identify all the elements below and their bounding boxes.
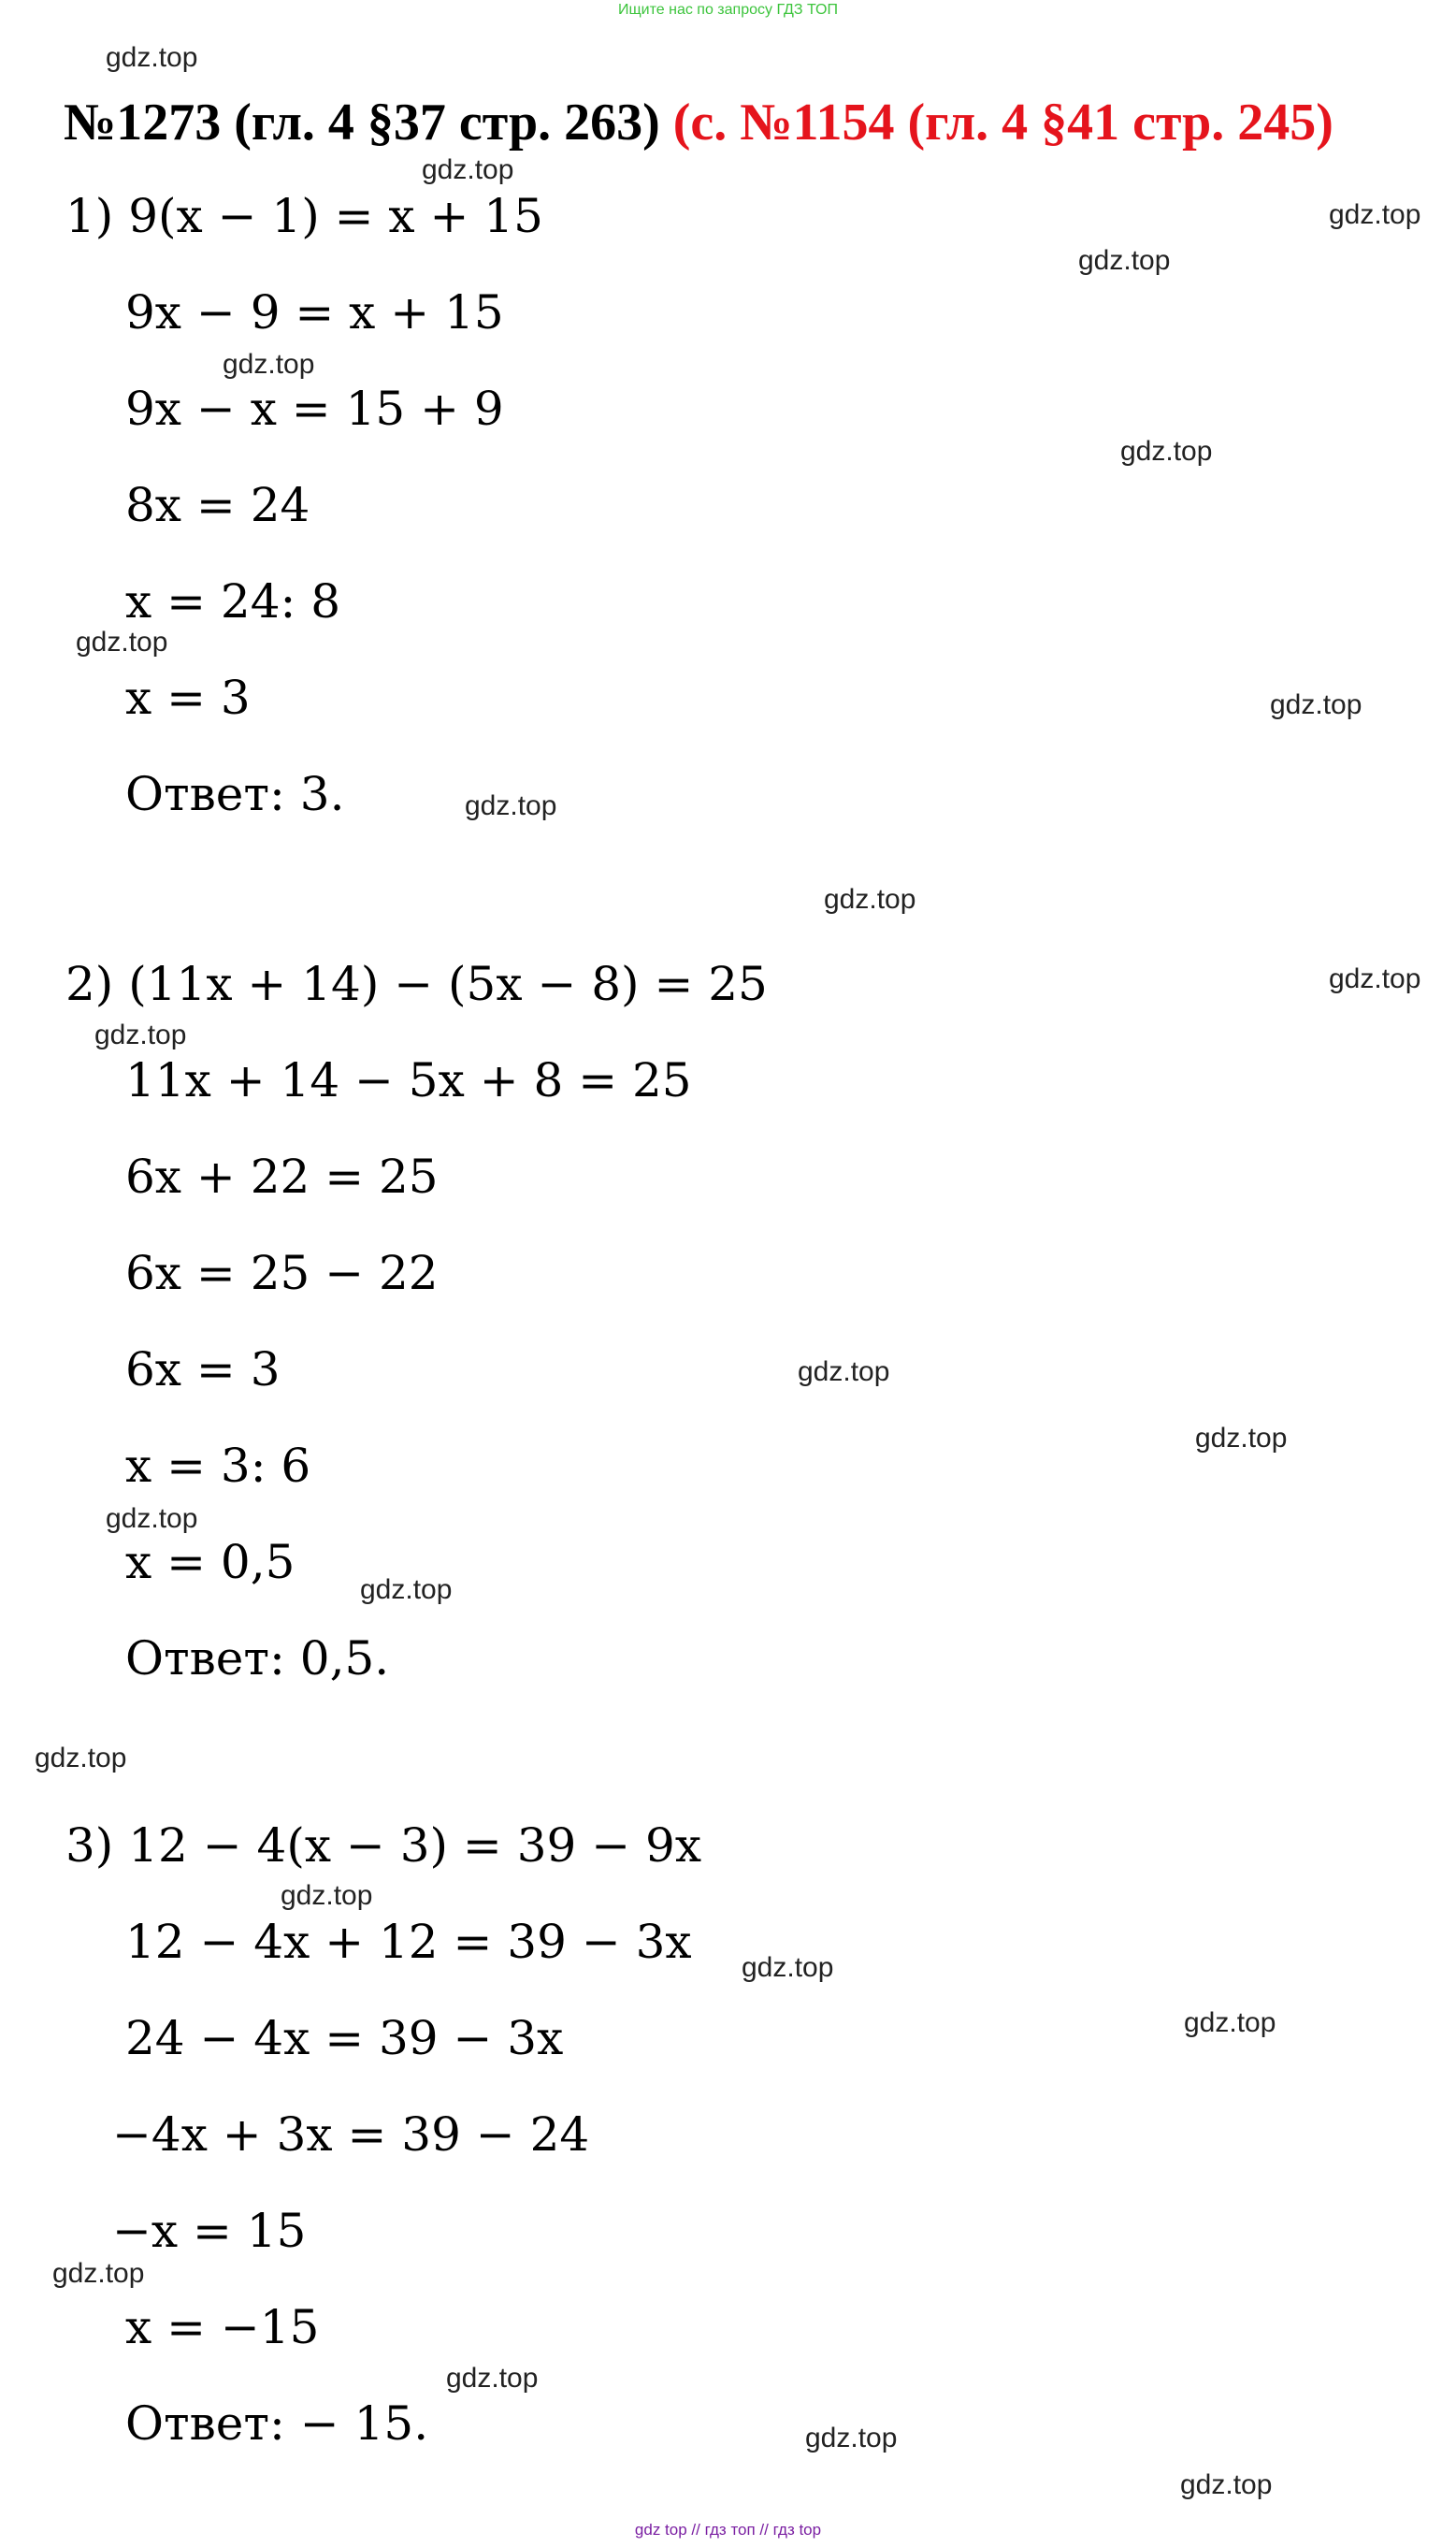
top-banner: Ищите нас по запросу ГДЗ ТОП <box>618 2 838 18</box>
watermark: gdz.top <box>1184 2007 1276 2038</box>
watermark: gdz.top <box>1329 199 1421 230</box>
watermark: gdz.top <box>94 1020 187 1050</box>
problem-3-answer: Ответ: − 15. <box>125 2396 429 2451</box>
problem-3-step: 12 − 4x + 12 = 39 − 3x <box>125 1915 692 1969</box>
watermark: gdz.top <box>1120 436 1213 467</box>
problem-3-step: x = −15 <box>125 2300 320 2354</box>
watermark: gdz.top <box>1270 689 1362 720</box>
watermark: gdz.top <box>52 2258 145 2289</box>
problem-2-step: 11x + 14 − 5x + 8 = 25 <box>125 1053 692 1107</box>
problem-1-step: 9x − x = 15 + 9 <box>125 382 504 436</box>
problem-2-step: x = 0,5 <box>125 1535 296 1589</box>
problem-2-answer: Ответ: 0,5. <box>125 1631 390 1686</box>
page-title <box>64 90 1333 155</box>
watermark: gdz.top <box>76 627 168 658</box>
problem-3-step: −x = 15 <box>112 2204 307 2258</box>
problem-2-step: 6x = 25 − 22 <box>125 1246 439 1300</box>
problem-1-equation: 1) 9(x − 1) = x + 15 <box>65 189 543 243</box>
watermark: gdz.top <box>1180 2469 1273 2500</box>
watermark: gdz.top <box>223 349 315 380</box>
watermark: gdz.top <box>1329 963 1421 994</box>
problem-1-step: x = 24: 8 <box>125 574 341 629</box>
footer-links: gdz top // гдз топ // гдз top <box>634 2521 822 2539</box>
watermark: gdz.top <box>35 1743 127 1773</box>
watermark: gdz.top <box>281 1880 373 1911</box>
watermark: gdz.top <box>422 154 514 185</box>
watermark: gdz.top <box>465 790 557 821</box>
task-number: №1273 (гл. 4 §37 стр. 263) <box>64 94 660 152</box>
problem-2-step: 6x + 22 = 25 <box>125 1150 439 1204</box>
watermark: gdz.top <box>824 884 916 915</box>
watermark: gdz.top <box>360 1574 453 1605</box>
problem-3-step: −4x + 3x = 39 − 24 <box>112 2107 590 2162</box>
problem-3-equation: 3) 12 − 4(x − 3) = 39 − 9x <box>65 1818 702 1873</box>
problem-1-step: 8x = 24 <box>125 478 310 532</box>
watermark: gdz.top <box>798 1356 890 1387</box>
alt-task-number: (с. №1154 (гл. 4 §41 стр. 245) <box>672 94 1333 152</box>
problem-2-step: x = 3: 6 <box>125 1439 311 1493</box>
problem-1-answer: Ответ: 3. <box>125 767 345 821</box>
watermark: gdz.top <box>106 42 198 73</box>
watermark: gdz.top <box>1078 245 1171 276</box>
problem-1-step: x = 3 <box>125 671 251 725</box>
watermark: gdz.top <box>446 2363 539 2394</box>
problem-1-step: 9x − 9 = x + 15 <box>125 285 504 340</box>
watermark: gdz.top <box>742 1952 834 1983</box>
watermark: gdz.top <box>106 1503 198 1534</box>
problem-2-step: 6x = 3 <box>125 1342 281 1397</box>
watermark: gdz.top <box>805 2423 898 2453</box>
watermark: gdz.top <box>1195 1423 1288 1454</box>
problem-3-step: 24 − 4x = 39 − 3x <box>125 2011 564 2065</box>
problem-2-equation: 2) (11x + 14) − (5x − 8) = 25 <box>65 957 768 1011</box>
